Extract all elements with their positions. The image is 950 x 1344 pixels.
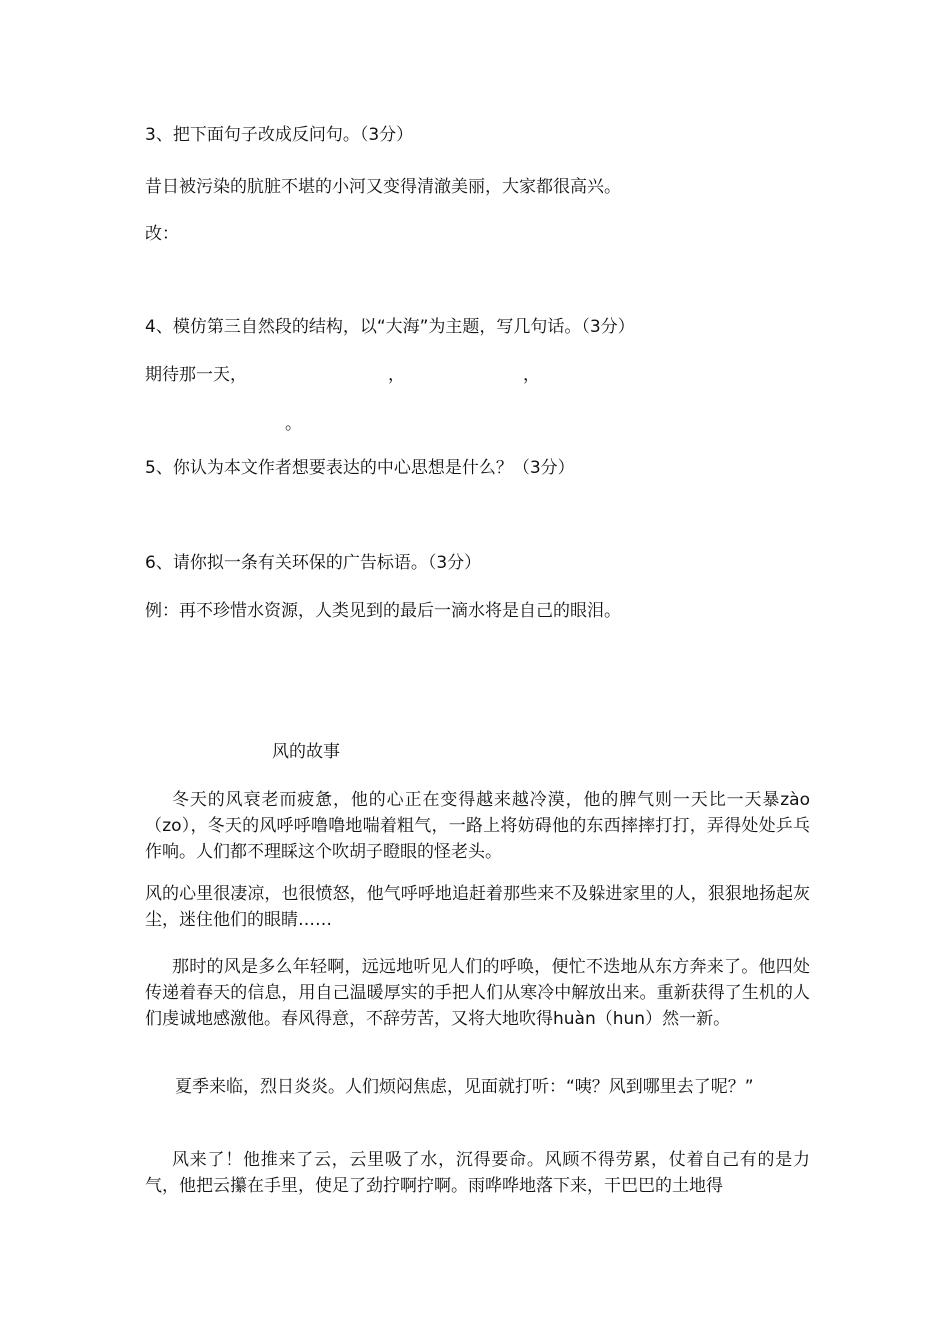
question-4-period: 。 (285, 414, 302, 434)
question-6-heading: 6、请你拟一条有关环保的广告标语。（3分） (145, 553, 482, 573)
story-paragraph: 那时的风是多么年轻啊，远远地听见人们的呼唤，便忙不迭地从东方奔来了。他四处传递着春天的信息，用自己温暖厚实的手把人们从寒冷中解放出来。重新获得了生机的人们虔诚地感激他。春风得意，不辞劳苦，又将大地吹得huàn（hun）然一新。 (145, 957, 810, 1029)
question-3-answer-label: 改： (145, 224, 179, 244)
story-paragraph: 风来了！他推来了云，云里吸了水，沉得要命。风顾不得劳累，仗着自己有的是力气，他把云攥在手里，使足了劲拧啊拧啊。雨哗哗地落下来，干巴巴的土地得 (145, 1150, 810, 1196)
question-3-heading: 3、把下面句子改成反问句。（3分） (145, 125, 414, 145)
question-4-comma-2: ， (523, 365, 540, 385)
story-paragraph: 夏季来临，烈日炎炎。人们烦闷焦虑，见面就打听：“咦？风到哪里去了呢？” (175, 1077, 754, 1097)
story-title: 风的故事 (272, 742, 340, 762)
question-4-comma-1: ， (388, 365, 405, 385)
story-paragraph: 风的心里很凄凉，也很愤怒，他气呼呼地追赶着那些来不及躲进家里的人，狠狠地扬起灰尘，迷住他们的眼睛…… (145, 884, 810, 930)
question-3-sentence: 昔日被污染的肮脏不堪的小河又变得清澈美丽，大家都很高兴。 (145, 177, 621, 197)
question-4-heading: 4、模仿第三自然段的结构，以“大海”为主题，写几句话。（3分） (145, 317, 635, 337)
question-6-example: 例：再不珍惜水资源，人类见到的最后一滴水将是自己的眼泪。 (145, 601, 621, 621)
story-paragraph: 冬天的风衰老而疲惫，他的心正在变得越来越冷漠，他的脾气则一天比一天暴zào（zo），冬天的风呼呼噜噜地喘着粗气，一路上将妨碍他的东西摔摔打打，弄得处处乒乓作响。人们都不理睬这个吹胡子瞪眼的怪老头。 (145, 790, 810, 862)
question-5-heading: 5、你认为本文作者想要表达的中心思想是什么？（3分） (145, 458, 575, 478)
question-4-prompt: 期待那一天， (145, 365, 247, 385)
